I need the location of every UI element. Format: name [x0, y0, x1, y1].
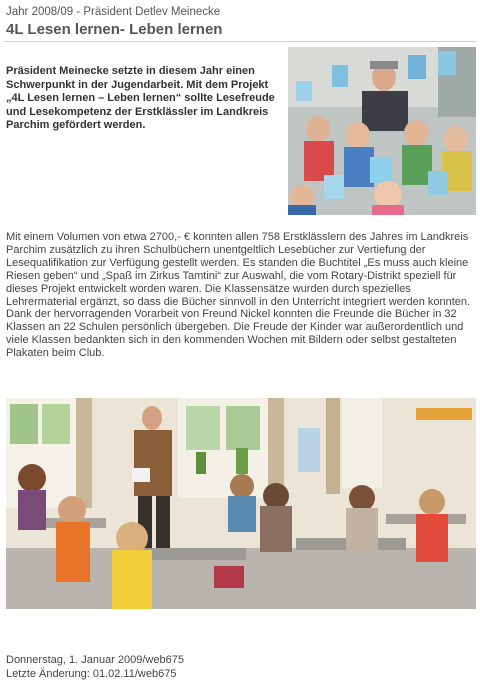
title-divider: [4, 41, 476, 42]
page-footer: [6, 654, 184, 681]
page-kicker: Jahr 2008/09 - Präsident Detlev Meinecke: [6, 6, 221, 18]
page-title: 4L Lesen lernen- Leben lernen: [6, 21, 223, 38]
article-body: [6, 231, 476, 360]
footer-date: Donnerstag, 1. Januar 2009/web675: [6, 654, 184, 666]
children-with-books-photo: [288, 47, 476, 215]
footer-last-change: Letzte Änderung: 01.02.11/web675: [6, 667, 177, 680]
body-paragraph-1: Mit einem Volumen von etwa 2700,- € konnten allen 758 Erstklässlern des Jahres im Landkreis Parchim zusätzlich zu ihren Schulbüchern unentgeltlich Lesebücher zur Vertiefung der Lesequalifikation zur Verfügung gestellt werden. Es standen die Buchtitel „Es muss auch kleine Riesen geben“ und „Spaß im Zirkus Tamtini“ zur Auswahl, die vom Rotary-Distrikt speziell für dieses Projekt entwickelt worden waren. Die Klassensätze wurden durch spezielles Lehrermaterial ergänzt, so dass die Bücher sinnvoll in den Unterricht integriert werden konnten.: [6, 231, 471, 308]
classroom-photo: [6, 398, 476, 609]
intro-text: Präsident Meinecke setzte in diesem Jahr einen Schwerpunkt in der Jugendarbeit. Mit dem Projekt „4L Lesen lernen – Leben lernen“ sollte Lesefreude und Lesekompetenz der Erstklässler im Landkreis Parchim gefördert werden.: [6, 65, 275, 131]
body-paragraph-2: Dank der hervorragenden Vorarbeit von Freund Nickel konnten die Freunde die Bücher in 32 Klassen an 22 Schulen persönlich übergeben. Die Freude der Kinder war außerordentlich und viele Klassen bedankten sich in den kommenden Wochen mit Bildern oder selbst gestalteten Plakaten beim Club.: [6, 308, 464, 360]
